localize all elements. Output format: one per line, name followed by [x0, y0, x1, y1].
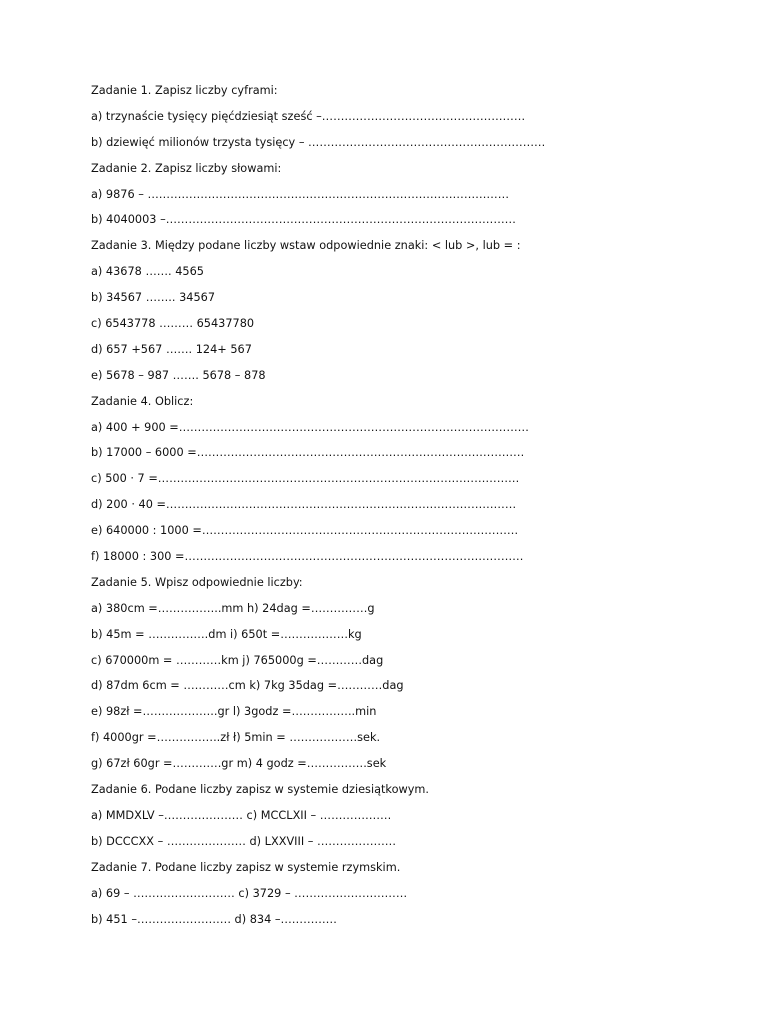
task-5-row-d-k: d) 87dm 6cm = …………cm k) 7kg 35dag =…………dag — [91, 679, 404, 693]
task-4-item-d: d) 200 · 40 =………………………………………………………………………………… — [91, 498, 517, 512]
task-6-row-a-c: a) MMDXLV –………………… c) MCCLXII – ………………. — [91, 808, 392, 822]
task-5-row-b-i: b) 45m = …………….dm i) 650t =………………kg — [91, 627, 362, 641]
task-1-heading: Zadanie 1. Zapisz liczby cyframi: — [91, 84, 278, 97]
task-3-item-a: a) 43678 ……. 4565 — [91, 265, 204, 279]
task-1-item-b: b) dziewięć milionów trzysta tysięcy – ……………………………………………………… — [91, 135, 546, 149]
task-7-heading: Zadanie 7. Podane liczby zapisz w systemie rzymskim. — [91, 860, 401, 874]
task-4-item-c: c) 500 · 7 =…………………………………………………………………………………… — [91, 472, 520, 486]
task-2-item-a: a) 9876 – …………………………………………………………………………………… — [91, 187, 510, 201]
task-6-heading: Zadanie 6. Podane liczby zapisz w systemie dziesiątkowym. — [91, 783, 430, 797]
task-5-row-e-l: e) 98zł =………………..gr l) 3godz =……………..min — [91, 705, 377, 719]
task-4-item-b: b) 17000 – 6000 =…………………………………………………………………………… — [91, 446, 525, 460]
task-2-item-b: b) 4040003 –………………………………………………………………………………… — [91, 213, 516, 227]
task-4-item-a: a) 400 + 900 =………………………………………………………………………………… — [91, 420, 529, 434]
task-3-heading: Zadanie 3. Między podane liczby wstaw odpowiednie znaki: < lub >, lub = : — [91, 239, 521, 253]
task-2-heading: Zadanie 2. Zapisz liczby słowami: — [91, 161, 282, 175]
task-6-row-b-d: b) DCCCXX – ………………… d) LXXVIII – ………………… — [91, 834, 397, 848]
task-4-item-f: f) 18000 : 300 =……………………………………………………………………………… — [91, 550, 524, 564]
worksheet-document — [91, 82, 741, 936]
task-5-row-f-l2: f) 4000gr =……………..zł ł) 5min = ………………sek. — [91, 731, 381, 745]
task-7-row-a-c: a) 69 – ……………………… c) 3729 – ………………………… — [91, 886, 408, 900]
task-4-item-e: e) 640000 : 1000 =………………………………………………………………………… — [91, 524, 519, 538]
task-3-item-b: b) 34567 …….. 34567 — [91, 291, 216, 305]
task-4-heading: Zadanie 4. Oblicz: — [91, 394, 194, 408]
task-3-item-d: d) 657 +567 ……. 124+ 567 — [91, 342, 252, 356]
task-3-item-c: c) 6543778 ……… 65437780 — [91, 317, 255, 331]
task-5-row-a-h: a) 380cm =……………..mm h) 24dag =……………g — [91, 601, 375, 615]
task-3-item-e: e) 5678 – 987 ……. 5678 – 878 — [91, 368, 266, 382]
task-5-heading: Zadanie 5. Wpisz odpowiednie liczby: — [91, 575, 303, 589]
task-1-item-a: a) trzynaście tysięcy pięćdziesiąt sześć –……………………………………………… — [91, 109, 526, 123]
task-5-row-c-j: c) 670000m = …………km j) 765000g =…………dag — [91, 653, 384, 667]
task-5-row-g-m: g) 67zł 60gr =………….gr m) 4 godz =…………….sek — [91, 757, 387, 771]
task-7-row-b-d: b) 451 –……………………. d) 834 –…………… — [91, 912, 337, 926]
